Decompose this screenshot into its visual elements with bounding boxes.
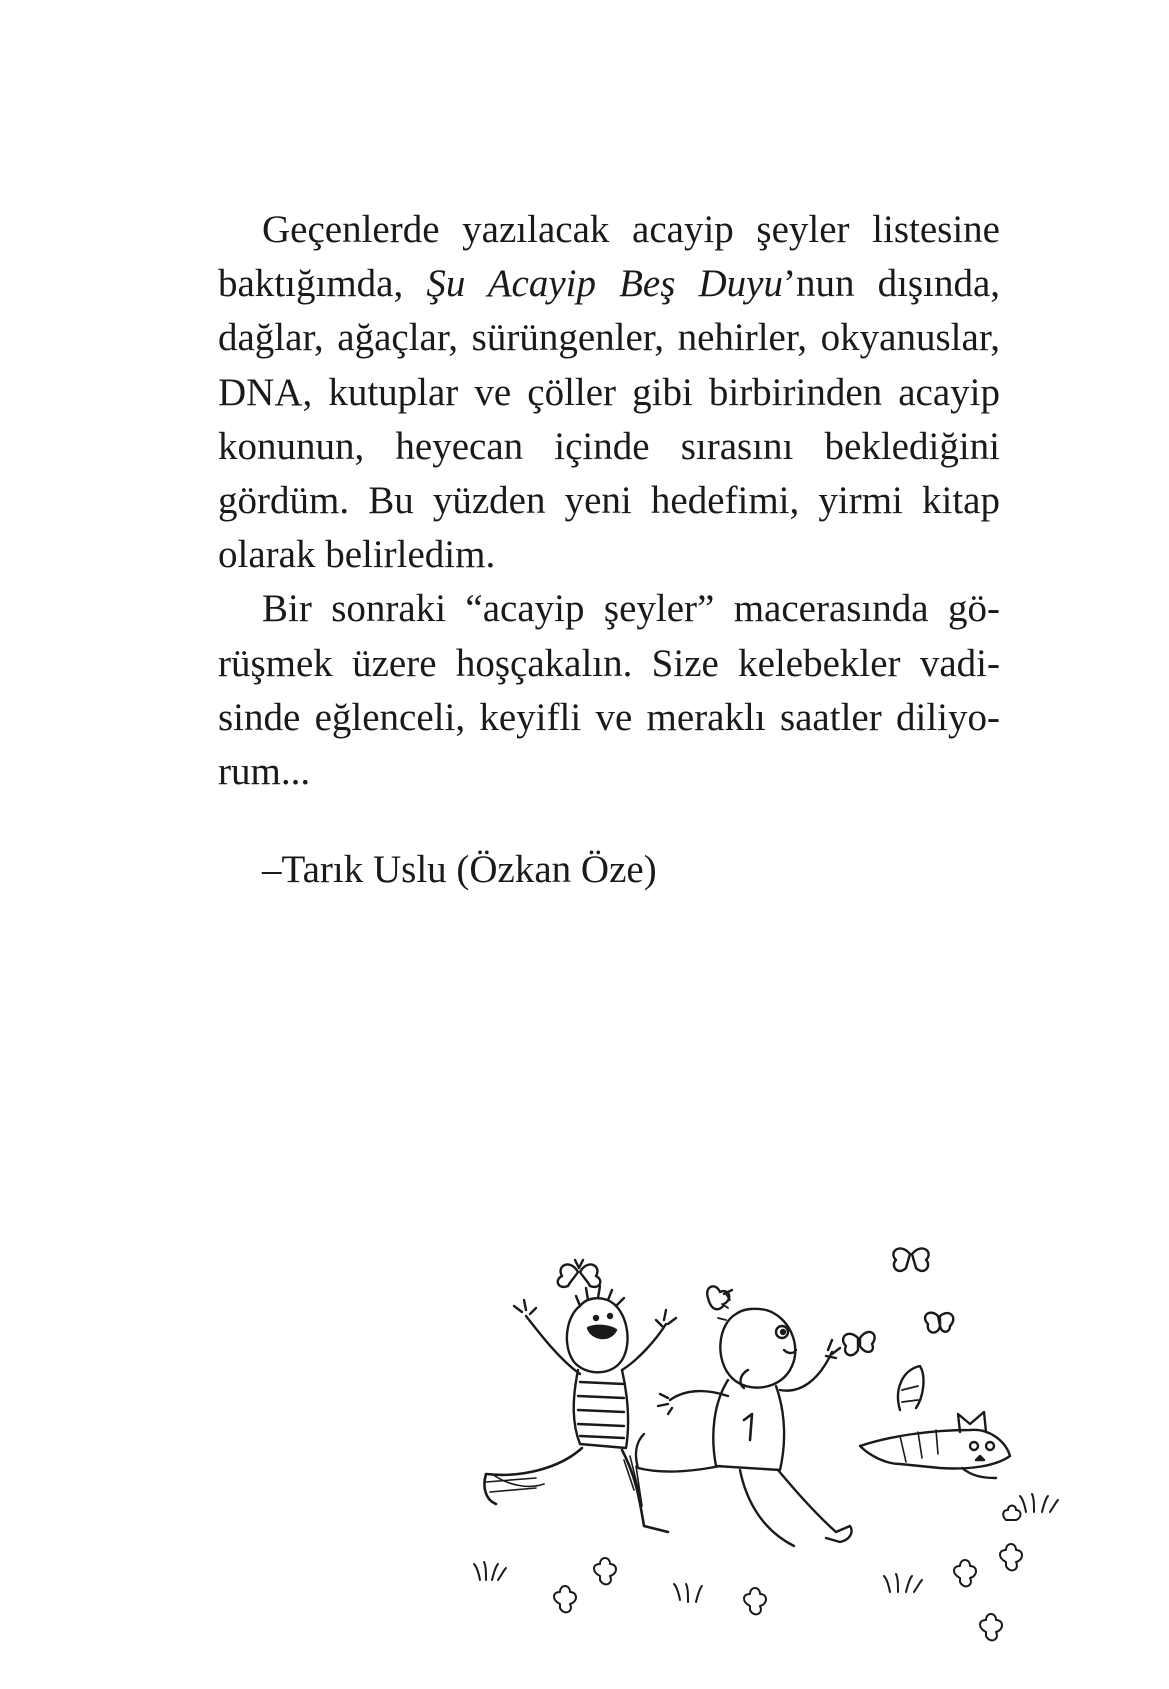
children-running-illustration xyxy=(440,1220,1160,1660)
author-signature: –Tarık Uslu (Özkan Öze) xyxy=(262,848,657,892)
grass-tufts xyxy=(474,1494,1058,1602)
running-child-figure xyxy=(636,1294,852,1546)
paragraph-1-start: Geçenlerde yazılacak acayip şeyler listesine baktığımda, xyxy=(218,208,1000,306)
book-title-italic: Şu Acayip Beş Duyu xyxy=(426,262,783,306)
butterfly-icon xyxy=(843,1332,875,1355)
butterfly-icon xyxy=(893,1248,928,1271)
paragraph-1 xyxy=(218,203,1000,582)
cat-figure xyxy=(860,1366,1010,1478)
paragraph-2: Bir sonraki “acayip şeyler” macerasında görüşmek üzere hoşçakalın. Size kelebekler vadisinde eğlenceli, keyifli ve meraklı saatler diliyorum... xyxy=(218,587,1000,794)
page-text xyxy=(218,203,1000,897)
flower-icon xyxy=(554,1506,1022,1641)
laughing-child-figure xyxy=(484,1286,676,1532)
paragraph-1-end: ’nun dışında, dağlar, ağaçlar, sürüngenler, nehirler, okyanuslar, DNA, kutuplar ve çöller gibi birbirinden acayip konunun, heyecan içinde sırasını beklediğini gördüm. Bu yüzden yeni hedefimi, yirmi kitap olarak belirledim. xyxy=(218,262,1000,577)
illustration-drawing xyxy=(440,1220,1160,1660)
butterfly-icon xyxy=(925,1313,953,1333)
butterfly-icon xyxy=(558,1260,601,1287)
